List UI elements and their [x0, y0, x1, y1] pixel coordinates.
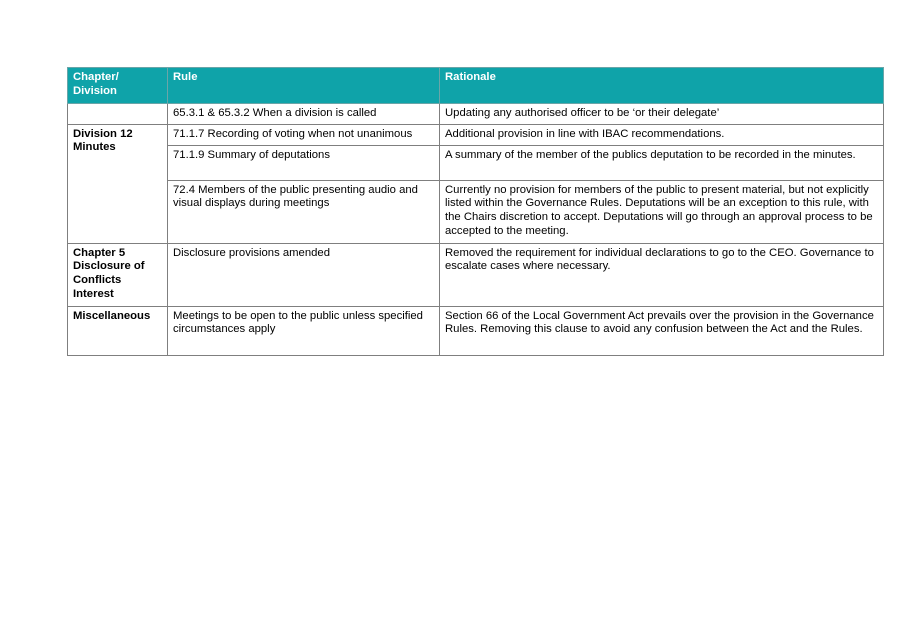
rationale-cell: Additional provision in line with IBAC recommendations. [440, 124, 884, 145]
table-row [68, 180, 884, 243]
chapter-cell: Division 12 Minutes [68, 124, 168, 243]
table-row [68, 103, 884, 124]
table-header-row [68, 68, 884, 104]
rule-cell: Meetings to be open to the public unless specified circumstances apply [168, 306, 440, 355]
header-chapter-label: Chapter/ Division [73, 71, 119, 97]
chapter-cell [68, 103, 168, 124]
rationale-cell: Removed the requirement for individual declarations to go to the CEO. Governance to escalate cases where necessary. [440, 243, 884, 306]
rationale-cell: Currently no provision for members of the public to present material, but not explicitly listed within the Governance Rules. Deputations will be an exception to this rule, with the Chairs discretion to accept. Deputations will go through an approval process to be accepted to the meeting. [440, 180, 884, 243]
header-rule [168, 68, 440, 104]
header-rationale [440, 68, 884, 104]
table-row [68, 124, 884, 145]
rationale-cell: Updating any authorised officer to be ‘or their delegate’ [440, 103, 884, 124]
table-row [68, 306, 884, 355]
chapter-cell: Miscellaneous [68, 306, 168, 355]
rule-cell: 72.4 Members of the public presenting audio and visual displays during meetings [168, 180, 440, 243]
governance-rules-table [67, 67, 884, 356]
header-chapter [68, 68, 168, 104]
rule-cell: 71.1.9 Summary of deputations [168, 145, 440, 180]
rationale-cell: A summary of the member of the publics deputation to be recorded in the minutes. [440, 145, 884, 180]
header-rationale-label: Rationale [445, 71, 496, 83]
header-rule-label: Rule [173, 71, 198, 83]
table-row [68, 145, 884, 180]
rule-cell: Disclosure provisions amended [168, 243, 440, 306]
rationale-cell: Section 66 of the Local Government Act prevails over the provision in the Governance Rules. Removing this clause to avoid any confusion between the Act and the Rules. [440, 306, 884, 355]
table-row [68, 243, 884, 306]
rule-cell: 65.3.1 & 65.3.2 When a division is called [168, 103, 440, 124]
rule-cell: 71.1.7 Recording of voting when not unanimous [168, 124, 440, 145]
chapter-cell: Chapter 5 Disclosure of Conflicts Interest [68, 243, 168, 306]
